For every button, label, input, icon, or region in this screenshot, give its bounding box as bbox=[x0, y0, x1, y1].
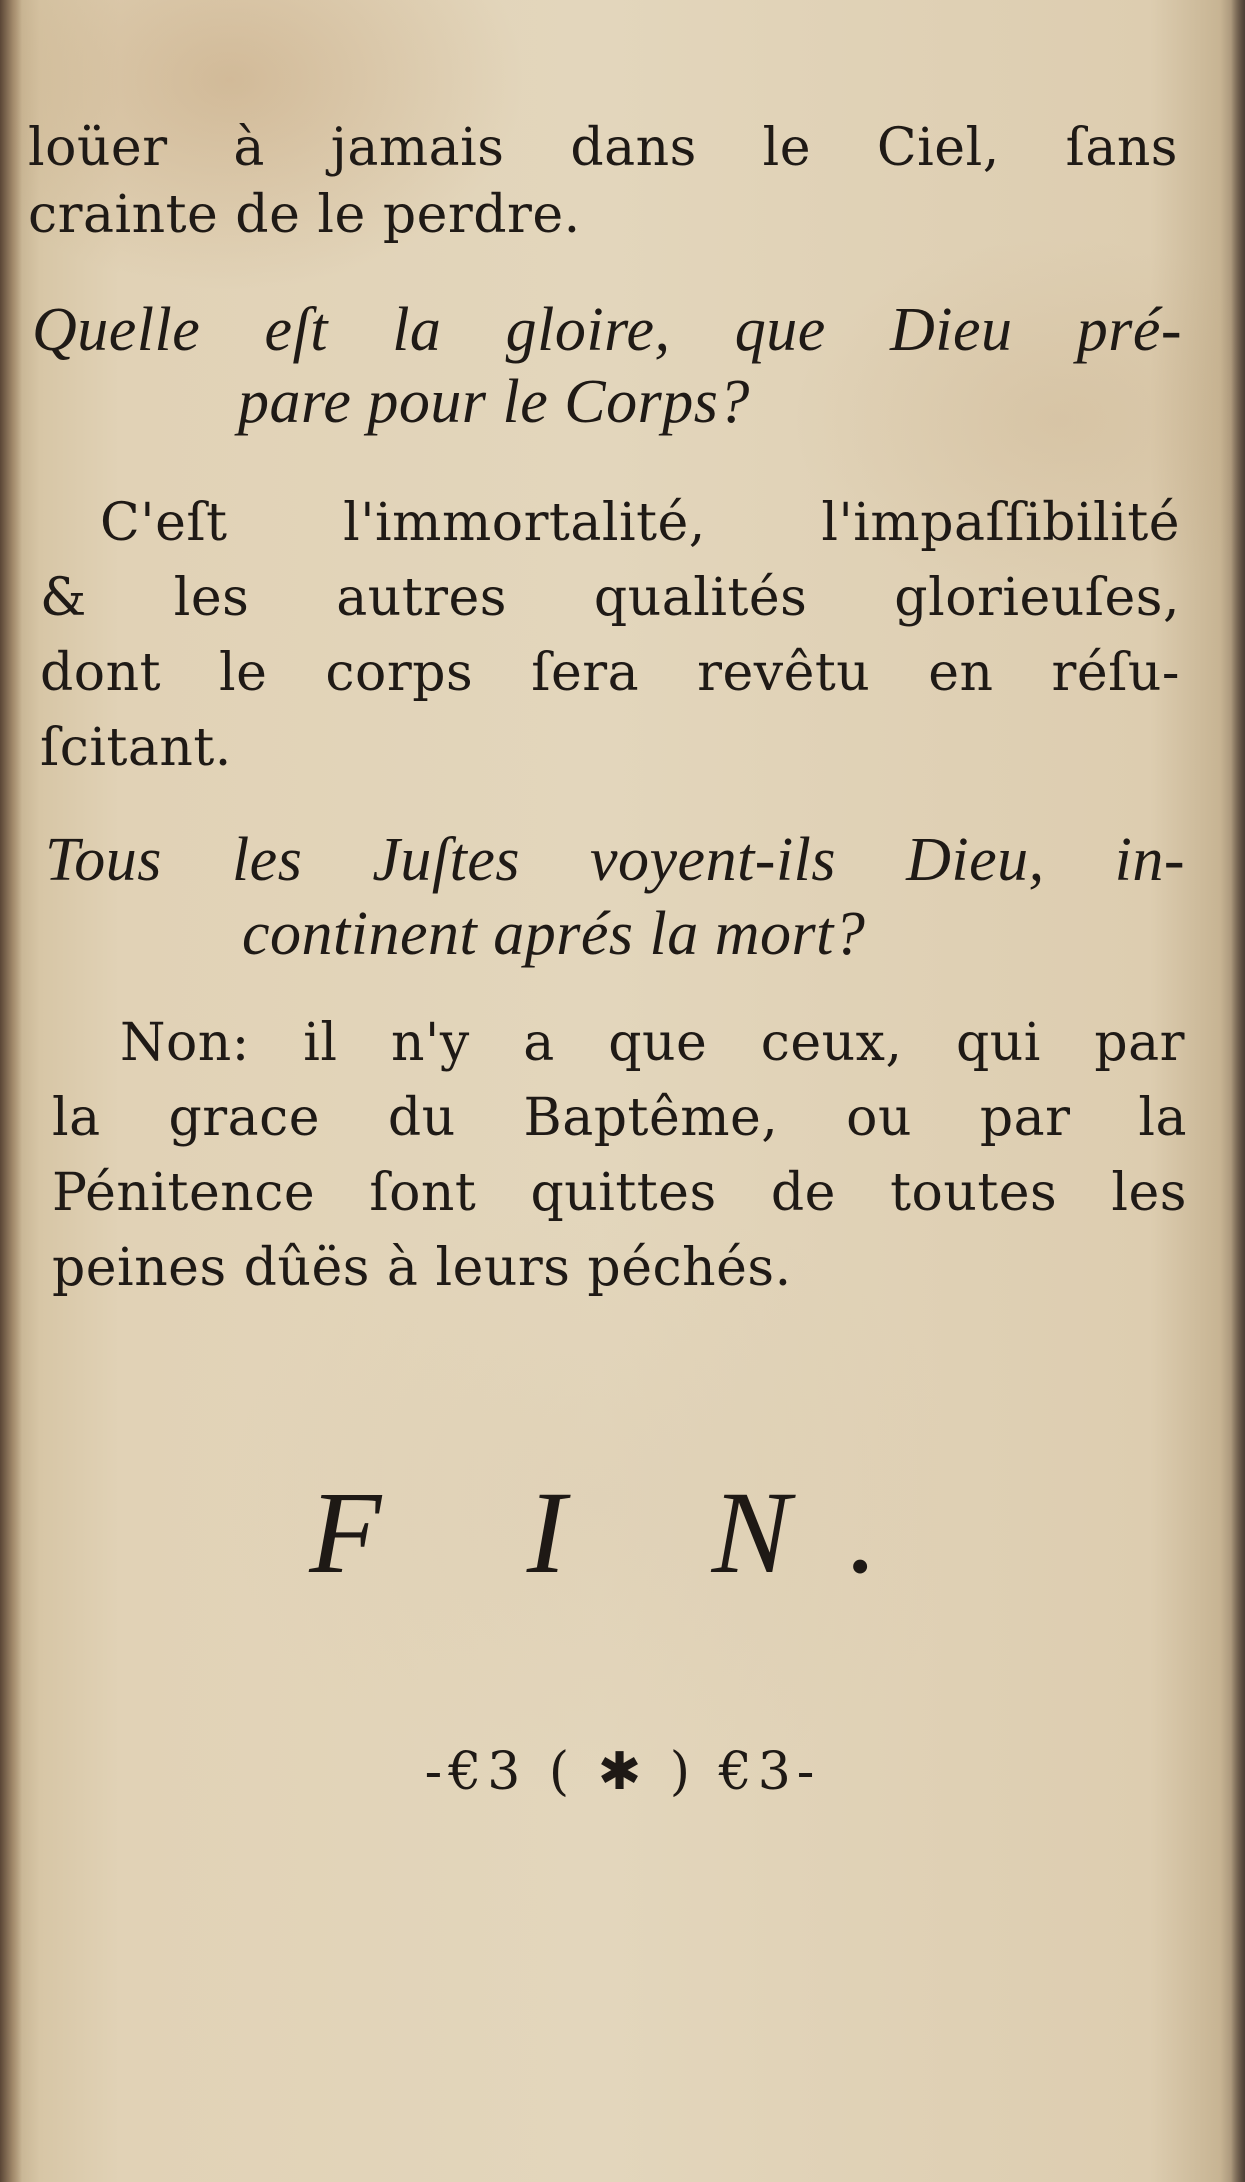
fin-heading: F I N. bbox=[309, 1467, 936, 1598]
page-binding-shadow bbox=[0, 0, 22, 2182]
answer-2-line-4: peines dûës à leurs péchés. bbox=[52, 1238, 792, 1298]
text-line-1: loüer à jamais dans le Ciel, ſans bbox=[28, 118, 1178, 178]
text-line-2: crainte de le perdre. bbox=[28, 185, 581, 245]
answer-2-line-3: Pénitence ſont quittes de toutes les bbox=[52, 1163, 1187, 1223]
question-2-line-2: continent aprés la mort? bbox=[242, 900, 866, 968]
answer-2-line-1: Non: il n'y a que ceux, qui par bbox=[120, 1013, 1185, 1073]
answer-1-line-3: dont le corps ſera revêtu en réſu- bbox=[40, 643, 1180, 703]
answer-1-line-4: ſcitant. bbox=[40, 718, 232, 778]
question-1-line-2: pare pour le Corps? bbox=[238, 368, 750, 436]
answer-2-line-2: la grace du Baptême, ou par la bbox=[52, 1088, 1187, 1148]
answer-1-line-1: C'eſt l'immortalité, l'impaſſibilité bbox=[100, 493, 1180, 553]
page-edge-shadow bbox=[1231, 0, 1245, 2182]
question-1-line-1: Quelle eſt la gloire, que Dieu pré- bbox=[32, 296, 1182, 364]
answer-1-line-2: & les autres qualités glorieuſes, bbox=[40, 568, 1180, 628]
question-2-line-1: Tous les Juſtes voyent-ils Dieu, in- bbox=[45, 826, 1185, 894]
ornament-fleuron: -€3 ( ✱ ) €3- bbox=[424, 1742, 821, 1802]
